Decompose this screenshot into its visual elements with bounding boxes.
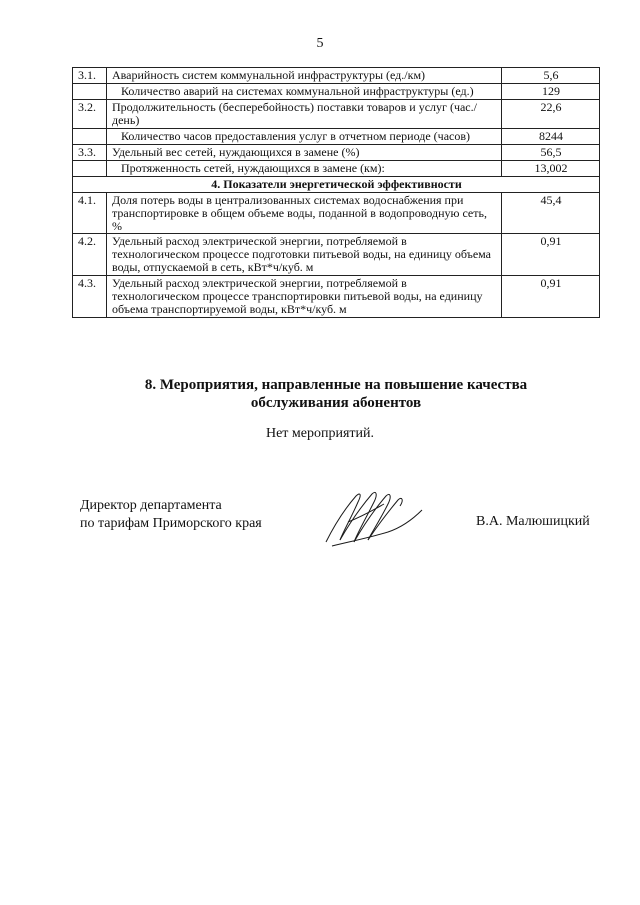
row-description: Количество часов предоставления услуг в отчетном периоде (часов) (107, 128, 502, 144)
table-row (73, 68, 600, 84)
row-value: 0,91 (502, 276, 600, 318)
row-number: 4.2. (73, 234, 107, 276)
row-description: Протяженность сетей, нуждающихся в замене (км): (107, 160, 502, 176)
row-value: 129 (502, 83, 600, 99)
page-number: 5 (316, 36, 324, 51)
row-value: 56,5 (502, 144, 600, 160)
row-description: Количество аварий на системах коммунальной инфраструктуры (ед.) (107, 83, 502, 99)
row-number: 3.1. (73, 68, 107, 84)
section-heading: 4. Показатели энергетической эффективности (73, 176, 600, 192)
row-number: 4.1. (73, 192, 107, 234)
row-value: 8244 (502, 128, 600, 144)
row-value: 13,002 (502, 160, 600, 176)
row-value: 22,6 (502, 99, 600, 128)
no-measures-text: Нет мероприятий. (265, 426, 375, 441)
indicators-table (72, 67, 600, 318)
row-description: Продолжительность (бесперебойность) поставки товаров и услуг (час./день) (107, 99, 502, 128)
table-row (73, 83, 600, 99)
signer-position-line: по тарифам Приморского края (80, 516, 262, 531)
table-row (73, 192, 600, 234)
row-description: Аварийность систем коммунальной инфраструктуры (ед./км) (107, 68, 502, 84)
handwritten-signature (318, 482, 428, 550)
row-value: 0,91 (502, 234, 600, 276)
row-number: 4.3. (73, 276, 107, 318)
row-description: Удельный вес сетей, нуждающихся в замене (%) (107, 144, 502, 160)
row-value: 5,6 (502, 68, 600, 84)
table-row (73, 99, 600, 128)
row-description: Доля потерь воды в централизованных системах водоснабжения при транспортировке в общем объеме воды, поданной в водопроводную сеть, % (107, 192, 502, 234)
row-value: 45,4 (502, 192, 600, 234)
signer-position-line: Директор департамента (80, 498, 222, 513)
row-number: 3.3. (73, 144, 107, 160)
row-number (73, 160, 107, 176)
table-row (73, 128, 600, 144)
table-row (73, 276, 600, 318)
signer-name: В.А. Малюшицкий (476, 514, 590, 529)
table-row (73, 234, 600, 276)
table-row (73, 144, 600, 160)
row-description: Удельный расход электрической энергии, потребляемой в технологическом процессе подготовки питьевой воды, на единицу объема воды, отпускаемой в сеть, кВт*ч/куб. м (107, 234, 502, 276)
row-number: 3.2. (73, 99, 107, 128)
row-number (73, 83, 107, 99)
table-row (73, 160, 600, 176)
row-number (73, 128, 107, 144)
row-description: Удельный расход электрической энергии, потребляемой в технологическом процессе транспортировки питьевой воды, на единицу объема транспортируемой воды, кВт*ч/куб. м (107, 276, 502, 318)
section-title-line: обслуживания абонентов (250, 395, 422, 411)
table-section-row (73, 176, 600, 192)
signer-position (80, 497, 262, 533)
section-title (72, 376, 600, 412)
section-title-line: 8. Мероприятия, направленные на повышение качества (144, 377, 528, 393)
